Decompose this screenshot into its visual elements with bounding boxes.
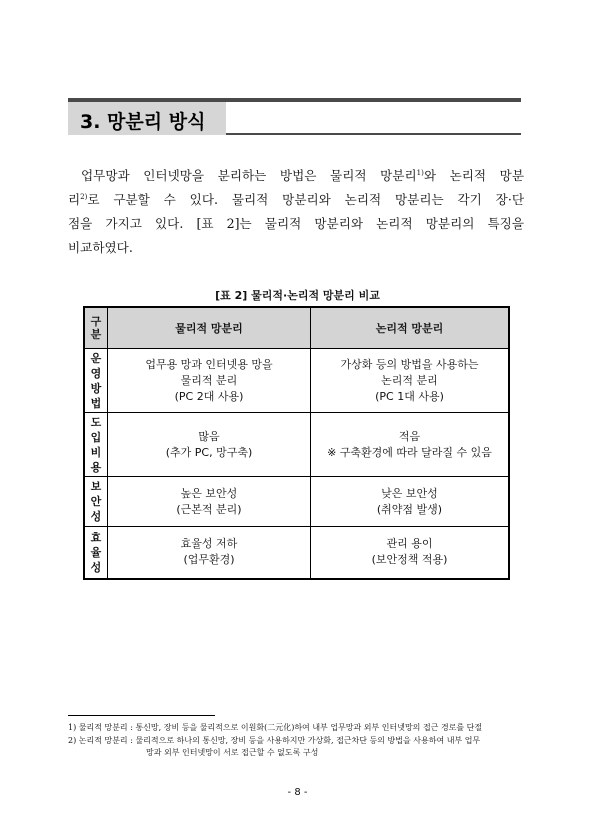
body-paragraph: [68, 164, 524, 260]
physical-cell: 높은 보안성 (근본적 분리): [108, 477, 311, 527]
logical-cell: 적음 ※ 구축환경에 따라 달라질 수 있음: [311, 413, 510, 477]
footnote-rule: [68, 715, 215, 716]
physical-cell: 업무용 망과 인터넷용 망을 물리적 분리 (PC 2대 사용): [108, 349, 311, 413]
heading-bottom-rule: [226, 133, 521, 135]
footnote-ref: 2): [80, 192, 88, 201]
footnote-1: 1) 물리적 망분리 : 통신망, 장비 등을 물리적으로 이원화(二元化)하여 내부 업무망과 외부 인터넷망의 접근 경로를 단절: [68, 723, 483, 732]
header-logical: 논리적 망분리: [311, 307, 510, 349]
footnote-2-continued: 망과 외부 인터넷망이 서로 접근할 수 없도록 구성: [146, 748, 319, 757]
header-key-cell: 구 분: [84, 307, 108, 349]
footnote-2: 2) 논리적 망분리 : 물리적으로 하나의 통신망, 장비 등을 사용하지만 가상화, 접근차단 등의 방법을 사용하여 내부 업무: [68, 736, 481, 745]
table-caption: [표 2] 물리적·논리적 망분리 비교: [215, 289, 380, 302]
section-heading: [68, 98, 521, 138]
row-key-cell: 보 안 성: [84, 477, 108, 527]
comparison-table: [83, 306, 510, 580]
header-physical: 물리적 망분리: [108, 307, 311, 349]
row-key-cell: 도 입 비 용: [84, 413, 108, 477]
section-title: 3. 망분리 방식: [80, 111, 206, 133]
row-key-cell: 효 율 성: [84, 527, 108, 579]
logical-cell: 관리 용이 (보안정책 적용): [311, 527, 510, 579]
paragraph-line: 비교하였다.: [68, 240, 133, 255]
physical-cell: 효율성 저하 (업무환경): [108, 527, 311, 579]
page-number: - 8 -: [287, 787, 308, 798]
table-row: [84, 477, 509, 527]
physical-cell: 많음 (추가 PC, 망구축): [108, 413, 311, 477]
paragraph-line: 리$^{2)}$로 구분할 수 있다. 물리적 망분리와 논리적 망분리는 각기 장·단: [68, 192, 524, 207]
logical-cell: 가상화 등의 방법을 사용하는 논리적 분리 (PC 1대 사용): [311, 349, 510, 413]
table-row: [84, 413, 509, 477]
paragraph-line: 업무망과 인터넷망을 분리하는 방법은 물리적 망분리$^{1)}$와 논리적 망분: [81, 168, 524, 183]
row-key-cell: 운 영 방 법: [84, 349, 108, 413]
table-row: [84, 349, 509, 413]
table-header-row: [84, 307, 509, 349]
table-row: [84, 527, 509, 579]
paragraph-line: 점을 가지고 있다. [표 2]는 물리적 망분리와 논리적 망분리의 특징을: [68, 216, 524, 231]
footnote-ref: 1): [416, 168, 424, 177]
logical-cell: 낮은 보안성 (취약점 발생): [311, 477, 510, 527]
